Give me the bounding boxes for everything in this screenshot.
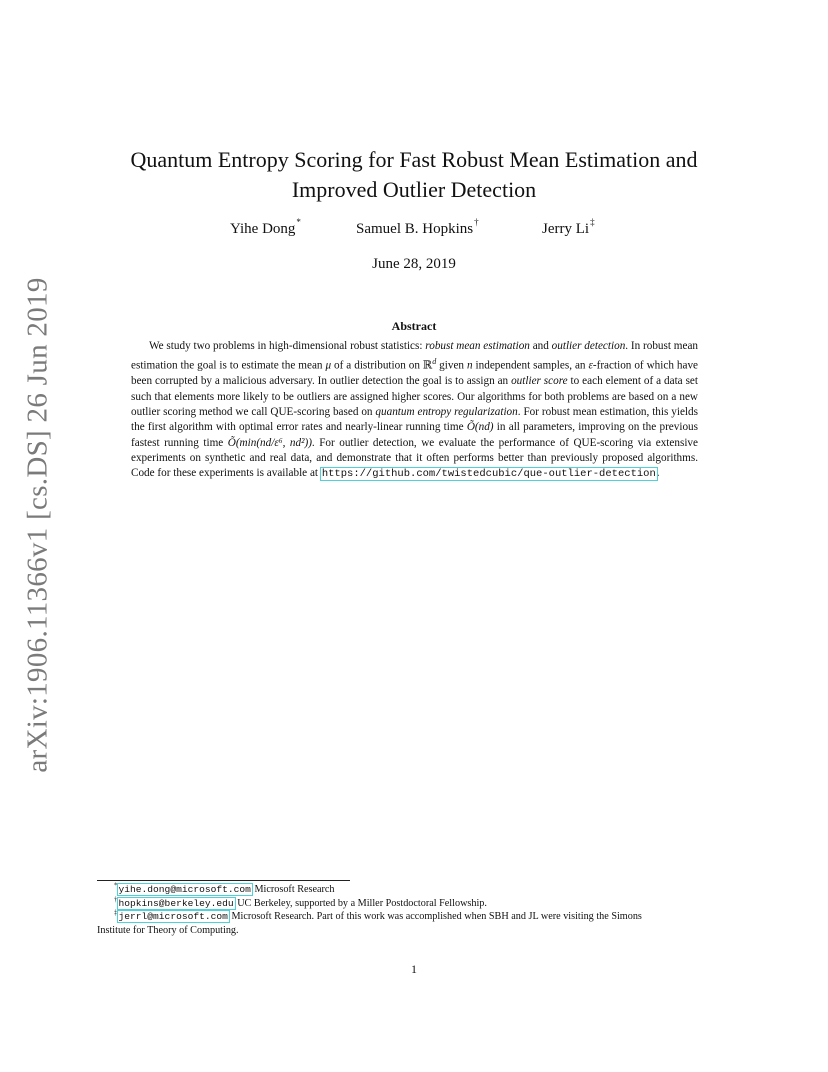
footnotes: [97, 883, 733, 937]
math-reals: ℝ: [422, 360, 433, 373]
author-name: Jerry Li: [542, 221, 590, 237]
arxiv-identifier-stamp: arXiv:1906.11366v1 [cs.DS] 26 Jun 2019: [21, 277, 54, 773]
abstract-text: of a distribution on: [331, 360, 423, 373]
abstract-text: . For outlier detection, we evaluate the performance of QUE-scoring via extensive experiments on synthetic and real data, and demonstrate that it often performs better than previously proposed algorithms. Code for these experiments is available at: [131, 436, 698, 480]
math-epsilon: ε: [588, 360, 593, 373]
footnote-rule: [97, 880, 350, 881]
abstract-body: [131, 339, 698, 482]
footnote-samuel-hopkins: [97, 897, 733, 911]
author-mark: *: [296, 217, 301, 227]
abstract-text: .: [656, 467, 660, 480]
footnote-jerry-li: [97, 910, 733, 924]
footnote-mark: ‡: [114, 908, 118, 917]
footnote-text: Microsoft Research: [251, 884, 335, 895]
email-link[interactable]: yihe.dong@microsoft.com: [118, 884, 251, 895]
abstract-emphasis: outlier score: [511, 375, 568, 388]
title-line-1: Quantum Entropy Scoring for Fast Robust Mean Estimation and: [130, 147, 698, 172]
abstract-text: to each element of a data set such that elements more likely to be outliers are assigned higher scores. Our algorithms for both problems are based on a new outlier scoring method we call QUE-scoring based on: [131, 375, 698, 418]
author-mark: †: [474, 217, 479, 227]
abstract-paragraph: [131, 339, 698, 482]
author-yihe-dong: [230, 217, 301, 238]
author-name: Samuel B. Hopkins: [356, 221, 474, 237]
author-mark: ‡: [590, 217, 595, 227]
math-exponent-d: d: [432, 357, 437, 367]
math-runtime-previous: Õ(min(nd/ε⁶, nd²)): [227, 436, 312, 449]
paper-title: [90, 145, 738, 205]
math-n: n: [466, 360, 473, 373]
footnote-text: UC Berkeley, supported by a Miller Postdoctoral Fellowship.: [234, 897, 487, 909]
footnote-continuation: Institute for Theory of Computing.: [97, 924, 239, 936]
abstract-text: independent samples, an: [472, 360, 589, 373]
abstract-text: and: [529, 340, 552, 352]
abstract-text: We study two problems in high-dimensional robust statistics:: [149, 340, 426, 352]
author-list: [0, 217, 828, 243]
math-mu: μ: [325, 360, 332, 373]
paper-date: June 28, 2019: [372, 256, 456, 272]
email-link[interactable]: jerrl@microsoft.com: [118, 911, 228, 923]
author-name: Yihe Dong: [230, 221, 296, 237]
footnote-mark: †: [114, 895, 118, 904]
author-samuel-hopkins: [356, 217, 479, 238]
abstract-text: -fraction of which have been corrupted by a malicious adversary. In outlier detection the goal is to assign an: [131, 360, 699, 388]
abstract-emphasis: robust mean estimation: [425, 340, 530, 352]
email-link[interactable]: hopkins@berkeley.edu: [118, 897, 234, 909]
abstract-emphasis: outlier detection: [551, 340, 626, 352]
footnote-yihe-dong: [97, 883, 733, 897]
abstract-emphasis: quantum entropy regularization: [375, 405, 518, 418]
abstract-text: . In robust mean estimation the goal is to estimate the mean: [131, 340, 698, 373]
abstract-heading: Abstract: [391, 319, 437, 333]
page-number: 1: [411, 962, 417, 976]
footnote-text: Microsoft Research. Part of this work was accomplished when SBH and JL were visiting the Simons: [228, 911, 642, 923]
abstract-text: . For robust mean estimation, this yields the first algorithm with optimal error rates and nearly-linear running time: [131, 405, 698, 434]
abstract-text: in all parameters, improving on the previous fastest running time: [131, 421, 698, 449]
abstract-text: given: [436, 360, 467, 373]
math-runtime-optimal: Õ(nd): [466, 421, 494, 434]
author-jerry-li: [542, 217, 595, 238]
footnote-mark: *: [114, 881, 118, 890]
code-repository-link[interactable]: https://github.com/twistedcubic/que-outlier-detection: [321, 468, 656, 481]
title-line-2: Improved Outlier Detection: [291, 177, 537, 202]
